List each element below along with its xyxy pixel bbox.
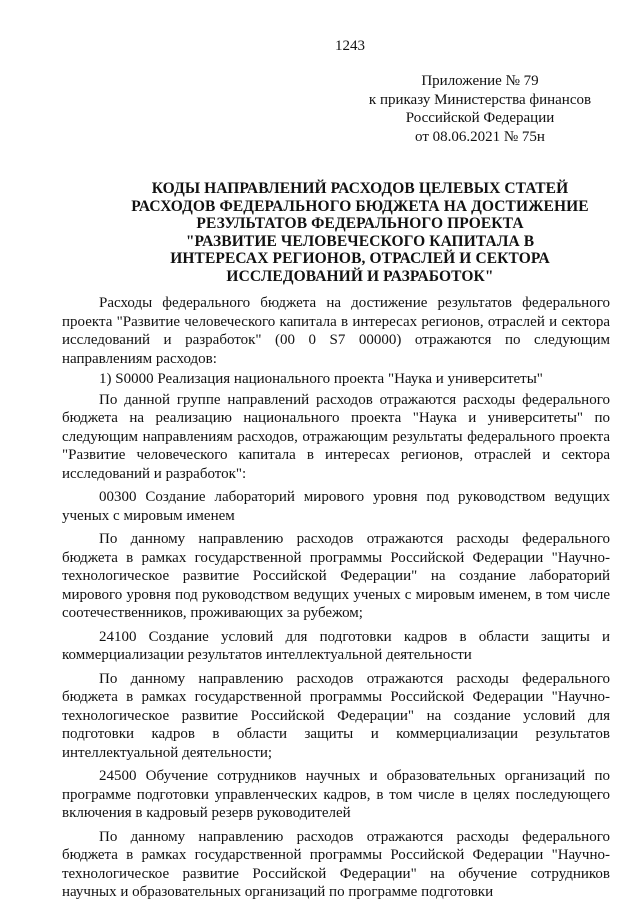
- appendix-line: Приложение № 79: [421, 73, 539, 89]
- paragraph-code-00300: 00300 Создание лабораторий мирового уровня под руководством ведущих ученых с мировым именем: [62, 489, 610, 524]
- paragraph-intro: Расходы федерального бюджета на достижение результатов федерального проекта "Развитие человеческого капитала в интересах регионов, отраслей и сектора исследований и разработок" (00 0 S7 00000) отражаются по следующим направлениям расходов:: [62, 295, 610, 367]
- title-line: ИССЛЕДОВАНИЙ И РАЗРАБОТОК": [226, 267, 494, 285]
- paragraph-code-24500-description: По данному направлению расходов отражаются расходы федерального бюджета в рамках государственной программы Российской Федерации "Научно-технологическое развитие Российской Федерации" на обучение сотрудников научных и образовательных организаций по программе подготовки: [62, 828, 610, 900]
- document-body: [62, 294, 610, 902]
- document-title: [60, 180, 640, 285]
- paragraph-group-heading: 1) S0000 Реализация национального проекта "Наука и университеты": [99, 371, 543, 387]
- paragraph-code-24500: 24500 Обучение сотрудников научных и образовательных организаций по программе подготовки управленческих кадров, в том числе в целях последующего включения в кадровый резерв руководителей: [62, 768, 610, 821]
- appendix-line: от 08.06.2021 № 75н: [415, 128, 545, 145]
- title-line: РЕЗУЛЬТАТОВ ФЕДЕРАЛЬНОГО ПРОЕКТА: [196, 215, 524, 232]
- title-line: "РАЗВИТИЕ ЧЕЛОВЕЧЕСКОГО КАПИТАЛА В: [185, 232, 535, 250]
- appendix-line: к приказу Министерства финансов: [368, 91, 592, 108]
- paragraph-code-00300-description: По данному направлению расходов отражаются расходы федерального бюджета в рамках государственной программы Российской Федерации "Научно-технологическое развитие Российской Федерации" на создание лабораторий мирового уровня под руководством ведущих ученых с мировым именем, в том числе соотечественников, проживающих за рубежом;: [62, 531, 610, 621]
- appendix-line: Российской Федерации: [405, 110, 555, 126]
- paragraph-code-24100: 24100 Создание условий для подготовки кадров в области защиты и коммерциализации результатов интеллектуальной деятельности: [62, 628, 610, 663]
- appendix-block: [340, 72, 620, 146]
- title-line: КОДЫ НАПРАВЛЕНИЙ РАСХОДОВ ЦЕЛЕВЫХ СТАТЕЙ: [151, 180, 569, 197]
- title-line: РАСХОДОВ ФЕДЕРАЛЬНОГО БЮДЖЕТА НА ДОСТИЖЕНИЕ: [131, 197, 589, 215]
- title-line: ИНТЕРЕСАХ РЕГИОНОВ, ОТРАСЛЕЙ И СЕКТОРА: [170, 250, 550, 267]
- page-number: 1243: [335, 38, 365, 54]
- paragraph-group-description: По данной группе направлений расходов отражаются расходы федерального бюджета на реализацию национального проекта "Наука и университеты" по следующим направлениям расходов, отражающим результаты федерального проекта "Развитие человеческого капитала в интересах регионов, отраслей и сектора исследований и разработок":: [62, 391, 610, 482]
- paragraph-code-24100-description: По данному направлению расходов отражаются расходы федерального бюджета в рамках государственной программы Российской Федерации "Научно-технологическое развитие Российской Федерации" на создание условий для подготовки кадров в области защиты и коммерциализации результатов интеллектуальной деятельности;: [62, 670, 610, 761]
